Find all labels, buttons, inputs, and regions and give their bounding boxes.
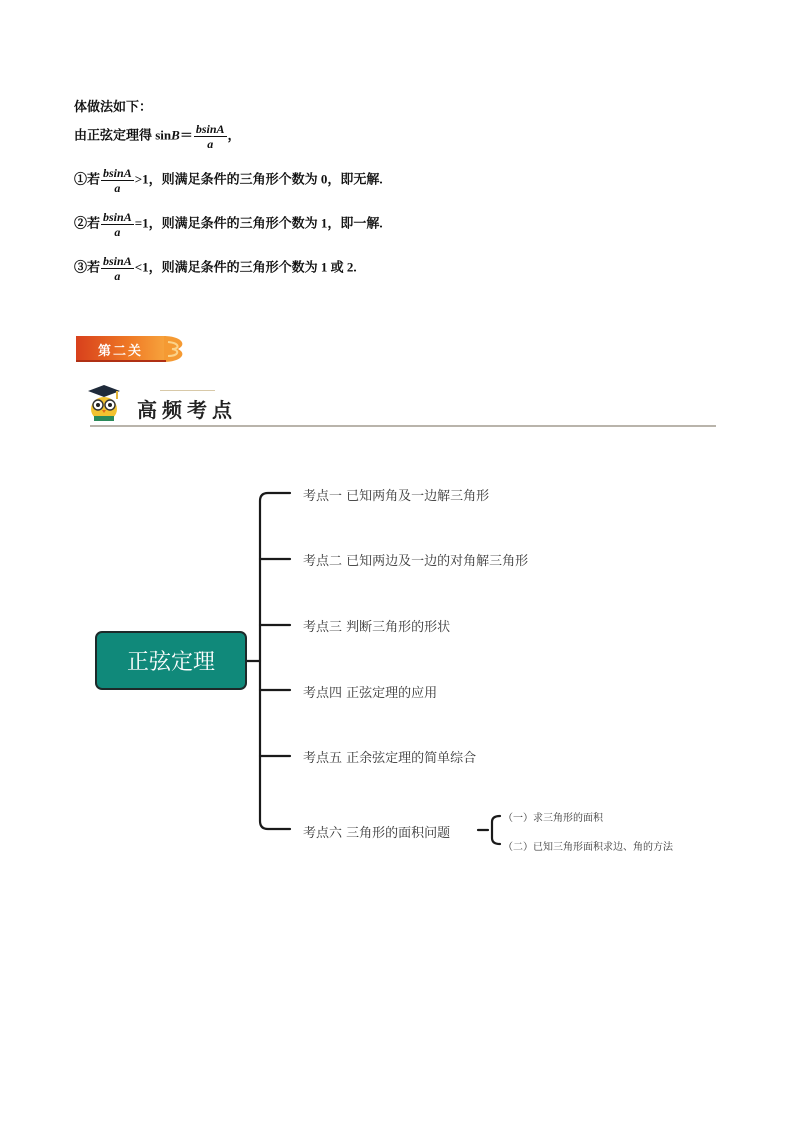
case-1-line: ①若 $\frac{bsinA}{a}$ >1，则满足条件的三角形个数为 0，即无解. xyxy=(74,166,383,195)
branch-kaodian-1: 考点一 已知两角及一边解三角形 xyxy=(303,489,490,504)
fraction: $\frac{bsinA}{a}$ xyxy=(103,166,132,195)
mindmap-center-node: 正弦定理 xyxy=(95,631,247,690)
section-title: 高频考点 xyxy=(137,398,237,422)
branch-kaodian-2: 考点二 已知两边及一边的对角解三角形 xyxy=(303,554,529,569)
branch-kaodian-3: 考点三 判断三角形的形状 xyxy=(303,620,451,635)
sine-law-line: 由正弦定理得 sinB＝ $\frac{bsinA}{a}$ ， xyxy=(74,122,241,151)
branch-kaodian-5: 考点五 正余弦定理的简单综合 xyxy=(303,751,477,766)
sub-branch-2: （二）已知三角形面积求边、角的方法 xyxy=(503,842,673,853)
case-2-line: ②若 $\frac{bsinA}{a}$ =1，则满足条件的三角形个数为 1，即一解. xyxy=(74,210,383,239)
intro-line: 体做法如下： xyxy=(74,99,153,114)
sub-branch-1: （一）求三角形的面积 xyxy=(503,813,603,824)
fraction: $\frac{bsinA}{a}$ xyxy=(103,254,132,283)
branch-kaodian-6: 考点六 三角形的面积问题 xyxy=(303,826,451,841)
branch-kaodian-4: 考点四 正弦定理的应用 xyxy=(303,686,438,701)
level-banner: 第二关 xyxy=(76,334,190,364)
case-3-line: ③若 $\frac{bsinA}{a}$ <1，则满足条件的三角形个数为 1 或 2. xyxy=(74,254,357,283)
fraction: $\frac{bsinA}{a}$ xyxy=(103,210,132,239)
fraction: $\frac{bsinA}{a}$ xyxy=(195,122,225,151)
